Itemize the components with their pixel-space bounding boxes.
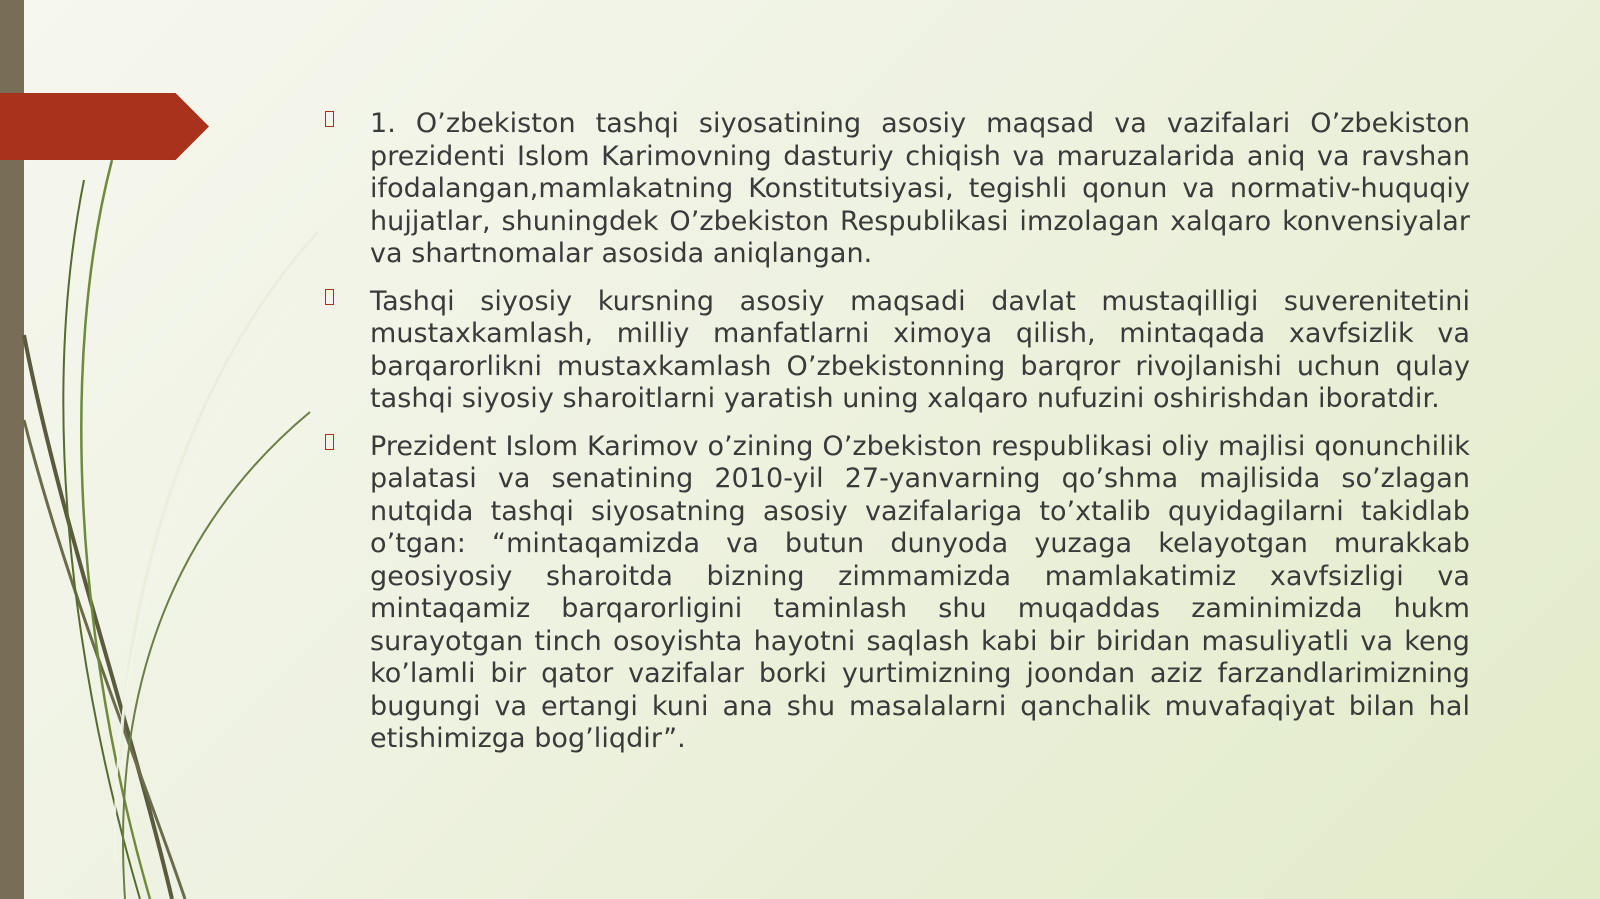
bullet-item bbox=[370, 431, 1470, 756]
bullet-text: 1. O’zbekiston tashqi siyosatining asosiy maqsad va vazifalari O’zbekiston prezidenti Islom Karimovning dasturiy chiqish va maruzalarida aniq va ravshan ifodalangan,mamlakatning Konstitutsiyasi, tegishli qonun va normativ-huquqiy hujjatlar, shuningdek O’zbekiston Respublikasi imzolagan xalqaro konvensiyalar va shartnomalar asosida aniqlangan. bbox=[370, 108, 1470, 269]
red-arrow-accent bbox=[0, 93, 209, 160]
bullet-text: Prezident Islom Karimov o’zining O’zbekiston respublikasi oliy majlisi qonunchilik palatasi va senatining 2010-yil 27-yanvarning qo’shma majlisida so’zlagan nutqida tashqi siyosatning asosiy vazifalariga to’xtalib quyidagilarni takidlab o’tgan: “mintaqamizda va butun dunyoda yuzaga kelayotgan murakkab geosiyosiy sharoitda bizning zimmamizda mamlakatimiz xavfsizligi va mintaqamiz barqarorligini taminlash shu muqaddas zaminimizda hukm surayotgan tinch osoyishta hayotni saqlash kabi bir biridan masuliyatli va keng ko’lamli bir qator vazifalar borki yurtimizning joondan aziz farzandlarimizning bugungi va ertangi kuni ana shu masalalarni qanchalik muvafaqiyat bilan hal etishimizga bog’liqdir”. bbox=[370, 430, 1470, 754]
square-bullet-icon bbox=[325, 434, 334, 450]
bullet-item bbox=[370, 286, 1470, 416]
bullet-item bbox=[370, 108, 1470, 271]
bullet-text: Tashqi siyosiy kursning asosiy maqsadi davlat mustaqilligi suverenitetini mustaxkamlash, milliy manfatlarni ximoya qilish, mintaqada xavfsizlik va barqarorlikni mustaxkamlash O’zbekistonning barqror rivojlanishi uchun qulay tashqi siyosiy sharoitlarni yaratish uning xalqaro nufuzini oshirishdan iboratdir. bbox=[370, 285, 1470, 414]
square-bullet-icon bbox=[325, 111, 334, 127]
slide-body bbox=[370, 108, 1470, 771]
square-bullet-icon bbox=[325, 289, 334, 305]
